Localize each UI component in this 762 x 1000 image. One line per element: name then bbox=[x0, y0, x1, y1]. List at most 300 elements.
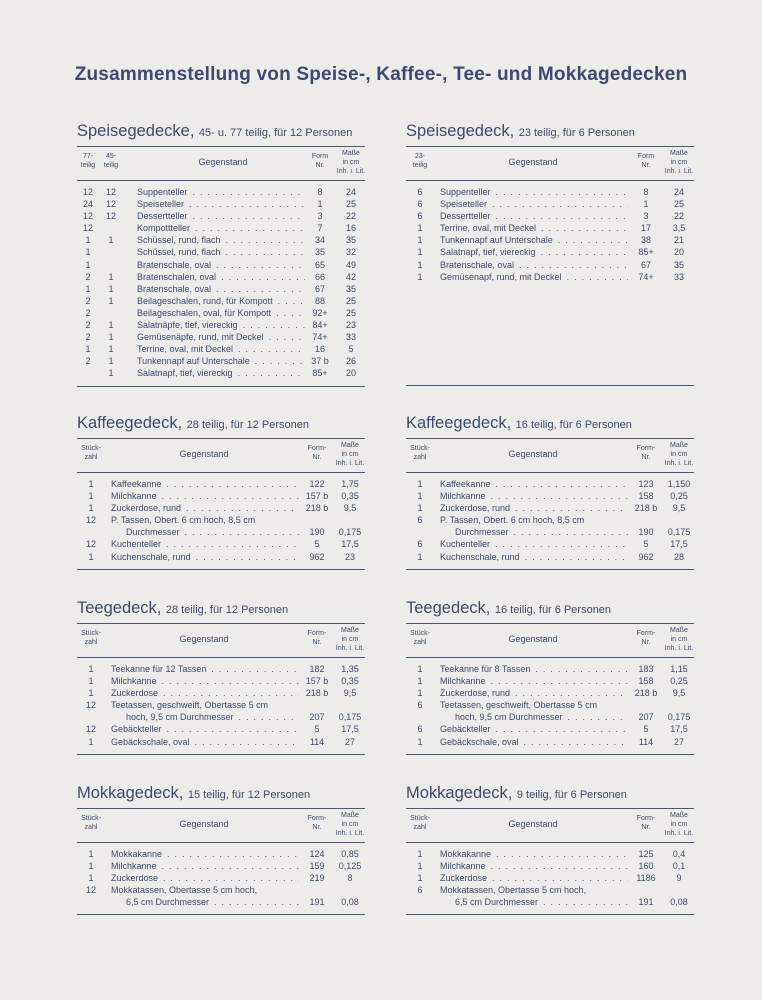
section-mokkagedeck-6 bbox=[406, 784, 694, 915]
cell-mass: 16 bbox=[345, 223, 356, 234]
cell-form-nr: 114 bbox=[309, 736, 325, 747]
cell-mass: 24 bbox=[345, 187, 356, 197]
cell-count: 1 bbox=[88, 736, 94, 747]
cell-mass: 22 bbox=[345, 211, 356, 222]
cell-form-nr: 17 bbox=[640, 223, 651, 234]
cell-count: 6 bbox=[417, 700, 423, 711]
column-header-count-45: 45- teilig bbox=[103, 153, 119, 169]
cell-item: Gebäckschale, oval . . bbox=[111, 736, 299, 748]
cell-mass: 17,5 bbox=[341, 539, 359, 550]
column-header-mass: Maße in cm Inh. i. Lit. bbox=[335, 627, 365, 652]
column-header-count: Stück- zahl bbox=[410, 445, 430, 461]
section-teegedeck-12 bbox=[77, 599, 365, 755]
cell-form-nr: 157 b bbox=[305, 676, 329, 687]
cell-item: Kuchenteller . . bbox=[440, 538, 628, 550]
section-subtitle: 9 teilig, für 6 Personen bbox=[516, 789, 627, 801]
cell-form-nr: 74+ bbox=[638, 271, 654, 282]
table-row bbox=[406, 234, 694, 246]
cell-count: 6 bbox=[417, 187, 423, 197]
table-row bbox=[406, 538, 694, 550]
cell-mass: 27 bbox=[673, 736, 684, 747]
cell-mass: 25 bbox=[345, 295, 356, 306]
cell-count: 1 bbox=[417, 861, 423, 872]
cell-form-nr: 74+ bbox=[312, 332, 328, 343]
cell-count: 1 bbox=[85, 259, 91, 270]
cell-item: Bratenschale, oval . . bbox=[137, 259, 305, 271]
cell-form-nr: 5 bbox=[314, 724, 320, 735]
section-subtitle: 16 teilig, für 6 Personen bbox=[515, 419, 632, 431]
cell-count: 2 bbox=[85, 295, 91, 306]
cell-mass: 9,5 bbox=[343, 688, 357, 699]
section-name: Mokkagedeck, bbox=[406, 784, 513, 802]
cell-count: 1 bbox=[417, 849, 423, 859]
table-row bbox=[77, 514, 365, 526]
cell-mass: 0,25 bbox=[670, 491, 688, 502]
table-row bbox=[77, 198, 365, 210]
cell-mass: 23 bbox=[345, 320, 356, 331]
cell-mass: 0,35 bbox=[341, 491, 359, 502]
cell-item: P. Tassen, Obert. 6 cm hoch, 8,5 cm bbox=[440, 515, 585, 526]
column-header-count: 23- teilig bbox=[412, 153, 428, 169]
cell-item: Kuchenteller . . bbox=[111, 538, 299, 550]
table-row bbox=[77, 355, 365, 367]
cell-item: Milchkanne . . bbox=[111, 860, 299, 872]
table-body bbox=[77, 473, 365, 570]
cell-form-nr: 65 bbox=[314, 259, 325, 270]
cell-form-nr: 35 bbox=[314, 247, 325, 258]
cell-count: 6 bbox=[417, 885, 423, 896]
cell-mass: 35 bbox=[345, 235, 356, 246]
cell-form-nr: 8 bbox=[643, 187, 649, 197]
cell-count: 24 bbox=[82, 199, 93, 210]
table-row bbox=[77, 848, 365, 860]
table-row bbox=[406, 723, 694, 735]
cell-mass: 0,4 bbox=[672, 849, 686, 859]
cell-count: 2 bbox=[85, 320, 91, 331]
cell-form-nr: 182 bbox=[309, 664, 325, 674]
column-header-item: Gegenstand bbox=[198, 157, 248, 167]
column-header-form: Form- Nr. bbox=[307, 445, 327, 461]
cell-form-nr: 66 bbox=[314, 271, 325, 282]
table-row bbox=[77, 872, 365, 884]
table-row bbox=[77, 283, 365, 295]
column-header-form: Form- Nr. bbox=[307, 630, 327, 646]
column-header-count: Stück- zahl bbox=[81, 815, 101, 831]
cell-item: Teetassen, geschweift, Obertasse 5 cm bbox=[111, 700, 269, 711]
section-teegedeck-6 bbox=[406, 599, 694, 755]
cell-form-nr: 5 bbox=[643, 724, 649, 735]
table-row bbox=[406, 736, 694, 748]
table-row bbox=[77, 551, 365, 563]
cell-count: 1 bbox=[88, 873, 94, 884]
cell-form-nr: 67 bbox=[640, 259, 651, 270]
cell-item: hoch, 9,5 cm Durchmesser . . bbox=[111, 711, 299, 723]
cell-count: 1 bbox=[417, 664, 423, 674]
cell-mass: 22 bbox=[673, 211, 684, 222]
cell-item: Gebäckschale, oval . . bbox=[440, 736, 628, 748]
table-row bbox=[77, 687, 365, 699]
column-header-count: Stück- zahl bbox=[410, 815, 430, 831]
section-subtitle: 45- u. 77 teilig, für 12 Personen bbox=[198, 127, 353, 139]
column-header-form: Form- Nr. bbox=[636, 815, 656, 831]
cell-count: 1 bbox=[88, 688, 94, 699]
cell-form-nr: 157 b bbox=[305, 491, 329, 502]
cell-form-nr: 218 b bbox=[305, 503, 329, 514]
column-header-count: Stück- zahl bbox=[81, 445, 101, 461]
column-header-count: Stück- zahl bbox=[410, 630, 430, 646]
cell-form-nr: 16 bbox=[314, 344, 325, 355]
cell-count: 6 bbox=[417, 539, 423, 550]
cell-form-nr: 183 bbox=[638, 664, 654, 674]
table-row bbox=[77, 319, 365, 331]
cell-count: 1 bbox=[417, 235, 423, 246]
section-subtitle: 23 teilig, für 6 Personen bbox=[518, 127, 635, 139]
cell-count: 1 bbox=[85, 235, 91, 246]
section-name: Kaffeegedeck, bbox=[406, 414, 512, 432]
cell-item: Suppenteller . . bbox=[440, 186, 628, 198]
cell-count: 6 bbox=[417, 199, 423, 210]
table-row bbox=[77, 222, 365, 234]
cell-count: 1 bbox=[85, 344, 91, 355]
cell-item: Bratenschalen, oval . . bbox=[137, 271, 305, 283]
cell-form-nr: 962 bbox=[638, 551, 654, 562]
table-row bbox=[406, 502, 694, 514]
table-row bbox=[406, 711, 694, 723]
cell-count: 12 bbox=[85, 885, 96, 896]
table-row bbox=[77, 736, 365, 748]
cell-form-nr: 219 bbox=[309, 873, 325, 884]
table-row bbox=[406, 872, 694, 884]
cell-mass: 20 bbox=[673, 247, 684, 258]
table-body bbox=[406, 473, 694, 570]
section-heading bbox=[406, 599, 694, 619]
cell-mass: 21 bbox=[673, 235, 684, 246]
cell-form-nr: 160 bbox=[638, 861, 654, 872]
cell-item: Dessertteller . . bbox=[440, 210, 628, 222]
table-row bbox=[406, 848, 694, 860]
table-row bbox=[77, 699, 365, 711]
cell-item: Beilageschalen, rund, für Kompott . . bbox=[137, 295, 305, 307]
column-header-item: Gegenstand bbox=[179, 449, 229, 459]
table-row bbox=[406, 514, 694, 526]
cell-count: 1 bbox=[88, 491, 94, 502]
column-header-item: Gegenstand bbox=[179, 819, 229, 829]
table-row bbox=[406, 860, 694, 872]
cell-mass: 25 bbox=[345, 199, 356, 210]
table-row bbox=[406, 884, 694, 896]
cell-form-nr: 190 bbox=[638, 527, 654, 538]
table-body bbox=[77, 843, 365, 915]
table-row bbox=[77, 502, 365, 514]
cell-count: 1 bbox=[417, 271, 423, 282]
cell-item: Teetassen, geschweift, Obertasse 5 cm bbox=[440, 700, 598, 711]
cell-mass: 0,1 bbox=[672, 861, 686, 872]
cell-mass: 35 bbox=[345, 283, 356, 294]
cell-count: 1 bbox=[417, 479, 423, 489]
table-header bbox=[77, 808, 365, 843]
cell-item: Speiseteller . . bbox=[440, 198, 628, 210]
cell-count-45: 1 bbox=[108, 283, 114, 294]
cell-mass: 1,15 bbox=[670, 664, 688, 674]
cell-item: Gemüsenapf, rund, mit Deckel . . bbox=[440, 271, 628, 283]
section-name: Teegedeck, bbox=[406, 599, 491, 617]
section-mokkagedeck-12 bbox=[77, 784, 365, 915]
cell-mass: 25 bbox=[345, 307, 356, 318]
table-row bbox=[77, 186, 365, 198]
cell-mass: 0,175 bbox=[338, 527, 362, 538]
column-header-form: Form Nr. bbox=[637, 153, 655, 169]
page-title: Zusammenstellung von Speise-, Kaffee-, Tee- und Mokkagedecken bbox=[74, 64, 688, 85]
cell-form-nr: 190 bbox=[309, 527, 325, 538]
table-row bbox=[406, 490, 694, 502]
cell-count: 2 bbox=[85, 271, 91, 282]
cell-mass: 28 bbox=[673, 551, 684, 562]
cell-count-45: 1 bbox=[108, 332, 114, 343]
section-subtitle: 28 teilig, für 12 Personen bbox=[186, 419, 309, 431]
section-name: Teegedeck, bbox=[77, 599, 162, 617]
section-subtitle: 15 teilig, für 12 Personen bbox=[187, 789, 311, 801]
cell-form-nr: 125 bbox=[638, 849, 654, 859]
cell-count: 1 bbox=[85, 247, 91, 258]
section-heading bbox=[406, 414, 694, 434]
section-kaffeegedeck-6 bbox=[406, 414, 694, 570]
cell-mass: 20 bbox=[345, 368, 356, 379]
cell-mass: 32 bbox=[345, 247, 356, 258]
column-header-form: Form- Nr. bbox=[636, 630, 656, 646]
cell-item: Milchkanne . . bbox=[440, 490, 628, 502]
cell-item: Dessertteller . . bbox=[137, 210, 305, 222]
table-row bbox=[77, 331, 365, 343]
cell-mass: 33 bbox=[673, 271, 684, 282]
table-row bbox=[406, 663, 694, 675]
cell-count: 1 bbox=[417, 551, 423, 562]
cell-count: 6 bbox=[417, 724, 423, 735]
cell-item: Zuckerdose . . bbox=[111, 872, 299, 884]
cell-item: Schüssel, rund, flach . . bbox=[137, 246, 305, 258]
cell-item: Kuchenschale, rund . . bbox=[111, 551, 299, 563]
cell-item: Milchkanne . . bbox=[111, 490, 299, 502]
cell-count: 1 bbox=[88, 664, 94, 674]
cell-count-45: 1 bbox=[108, 271, 114, 282]
section-heading bbox=[406, 122, 694, 142]
cell-mass: 0,35 bbox=[341, 676, 359, 687]
column-header-mass: Maße in cm Inh. i. Lit. bbox=[335, 442, 365, 467]
cell-count: 12 bbox=[85, 515, 96, 526]
cell-mass: 9 bbox=[676, 873, 682, 884]
column-header-mass: Maße in cm Inh. i. Lit. bbox=[664, 627, 694, 652]
cell-item: Terrine, oval, mit Deckel . . bbox=[440, 222, 628, 234]
section-name: Speisegedeck, bbox=[406, 122, 515, 140]
cell-form-nr: 88 bbox=[314, 295, 325, 306]
column-header-item: Gegenstand bbox=[508, 634, 558, 644]
cell-mass: 9,5 bbox=[672, 688, 686, 699]
cell-item: P. Tassen, Obert. 6 cm hoch, 8,5 cm bbox=[111, 515, 256, 526]
cell-mass: 5 bbox=[348, 344, 354, 355]
cell-count-45: 1 bbox=[108, 295, 114, 306]
table-row bbox=[77, 210, 365, 222]
cell-count-45: 1 bbox=[108, 344, 114, 355]
cell-item: Zuckerdose, rund . . bbox=[111, 502, 299, 514]
cell-form-nr: 158 bbox=[638, 676, 654, 687]
table-body bbox=[77, 658, 365, 755]
cell-form-nr: 124 bbox=[309, 849, 325, 859]
column-header-item: Gegenstand bbox=[508, 157, 558, 167]
column-header-mass: Maße in cm Inh. i. Lit. bbox=[335, 812, 365, 837]
cell-item: Milchkanne . . bbox=[440, 860, 628, 872]
cell-item: Mokkakanne . . bbox=[111, 848, 299, 860]
column-header-count: 77- teilig bbox=[80, 153, 96, 169]
column-header-item: Gegenstand bbox=[179, 634, 229, 644]
cell-mass: 35 bbox=[673, 259, 684, 270]
table-row bbox=[77, 478, 365, 490]
cell-item: Beilageschalen, oval, für Kompott . . bbox=[137, 307, 305, 319]
cell-mass: 27 bbox=[344, 736, 355, 747]
table-header bbox=[406, 623, 694, 658]
cell-form-nr: 85+ bbox=[312, 368, 328, 379]
cell-count: 12 bbox=[85, 539, 96, 550]
section-name: Mokkagedeck, bbox=[77, 784, 184, 802]
cell-mass: 0,25 bbox=[670, 676, 688, 687]
cell-count: 1 bbox=[417, 688, 423, 699]
table-row bbox=[77, 490, 365, 502]
section-name: Kaffeegedeck, bbox=[77, 414, 183, 432]
cell-item: Tunkennapf auf Unterschale . . bbox=[137, 355, 305, 367]
cell-form-nr: 191 bbox=[309, 897, 325, 908]
cell-form-nr: 37 b bbox=[311, 356, 329, 367]
section-heading bbox=[77, 414, 365, 434]
column-header-item: Gegenstand bbox=[508, 449, 558, 459]
table-row bbox=[77, 896, 365, 908]
table-row bbox=[406, 551, 694, 563]
cell-count: 2 bbox=[85, 332, 91, 343]
section-heading bbox=[77, 784, 365, 804]
cell-count: 1 bbox=[417, 247, 423, 258]
cell-item: Zuckerdose . . bbox=[440, 872, 628, 884]
table-row bbox=[406, 210, 694, 222]
cell-mass: 0,175 bbox=[338, 712, 362, 723]
table-row bbox=[77, 711, 365, 723]
section-heading bbox=[406, 784, 694, 804]
cell-form-nr: 123 bbox=[638, 479, 654, 489]
cell-item: Zuckerdose, rund . . bbox=[440, 687, 628, 699]
table-row bbox=[77, 307, 365, 319]
cell-mass: 33 bbox=[345, 332, 356, 343]
cell-form-nr: 38 bbox=[640, 235, 651, 246]
cell-count: 1 bbox=[417, 736, 423, 747]
cell-mass: 1,35 bbox=[341, 664, 359, 674]
cell-count: 1 bbox=[88, 551, 94, 562]
cell-item: Gebäckteller . . bbox=[440, 723, 628, 735]
cell-item: Gemüsenäpfe, rund, mit Deckel . . bbox=[137, 331, 305, 343]
table-row bbox=[77, 723, 365, 735]
cell-form-nr: 218 b bbox=[305, 688, 329, 699]
column-header-mass: Maße in cm Inh. i. Lit. bbox=[664, 812, 694, 837]
cell-item: Mokkakanne . . bbox=[440, 848, 628, 860]
cell-mass: 17,5 bbox=[341, 724, 359, 735]
table-body bbox=[406, 658, 694, 755]
table-header bbox=[77, 623, 365, 658]
cell-count: 1 bbox=[417, 491, 423, 502]
cell-count: 12 bbox=[82, 211, 93, 222]
cell-count-45: 12 bbox=[105, 211, 116, 222]
cell-item: Mokkatassen, Obertasse 5 cm hoch, bbox=[111, 885, 258, 896]
column-header-form: Form- Nr. bbox=[307, 815, 327, 831]
table-row bbox=[406, 896, 694, 908]
table-row bbox=[77, 663, 365, 675]
column-header-mass: Maße in cm Inh. i. Lit. bbox=[664, 150, 694, 175]
section-name: Speisegedecke, bbox=[77, 122, 195, 140]
cell-count: 1 bbox=[88, 479, 94, 489]
cell-form-nr: 84+ bbox=[312, 320, 328, 331]
cell-count: 1 bbox=[88, 503, 94, 514]
section-speisegedeck-6 bbox=[406, 122, 694, 386]
table-row bbox=[406, 526, 694, 538]
cell-form-nr: 67 bbox=[314, 283, 325, 294]
cell-item: Kuchenschale, rund . . bbox=[440, 551, 628, 563]
cell-mass: 0,08 bbox=[670, 897, 688, 908]
cell-form-nr: 7 bbox=[317, 223, 323, 234]
section-subtitle: 28 teilig, für 12 Personen bbox=[165, 604, 289, 616]
cell-form-nr: 207 bbox=[638, 712, 654, 723]
cell-item: Mokkatassen, Obertasse 5 cm hoch, bbox=[440, 885, 587, 896]
cell-form-nr: 85+ bbox=[638, 247, 654, 258]
table-row bbox=[406, 675, 694, 687]
cell-form-nr: 122 bbox=[309, 479, 325, 489]
cell-item: Zuckerdose . . bbox=[111, 687, 299, 699]
cell-form-nr: 1186 bbox=[636, 873, 656, 884]
table-row bbox=[406, 687, 694, 699]
cell-count: 1 bbox=[417, 503, 423, 514]
cell-item: Milchkanne . . bbox=[111, 675, 299, 687]
cell-item: Tunkennapf auf Unterschale . . bbox=[440, 234, 628, 246]
cell-form-nr: 191 bbox=[638, 897, 654, 908]
cell-count: 1 bbox=[417, 223, 423, 234]
section-subtitle: 16 teilig, für 6 Personen bbox=[494, 604, 612, 616]
cell-count: 1 bbox=[88, 676, 94, 687]
cell-item: Kaffeekanne . . bbox=[111, 478, 299, 490]
section-heading bbox=[77, 122, 365, 142]
cell-mass: 0,125 bbox=[338, 861, 362, 872]
cell-form-nr: 218 b bbox=[634, 688, 658, 699]
table-row bbox=[406, 198, 694, 210]
cell-form-nr: 1 bbox=[317, 199, 323, 210]
column-header-form: Form- Nr. bbox=[636, 445, 656, 461]
cell-item: Kaffeekanne . . bbox=[440, 478, 628, 490]
table-header bbox=[406, 808, 694, 843]
table-row bbox=[77, 860, 365, 872]
cell-item: Gebäckteller . . bbox=[111, 723, 299, 735]
cell-item: Teekanne für 8 Tassen . . bbox=[440, 663, 628, 675]
column-header-mass: Maße in cm Inh. i. Lit. bbox=[336, 150, 366, 175]
cell-mass: 23 bbox=[344, 551, 355, 562]
table-row bbox=[77, 675, 365, 687]
cell-count: 12 bbox=[82, 223, 93, 234]
cell-mass: 0,08 bbox=[341, 897, 359, 908]
table-row bbox=[77, 343, 365, 355]
cell-count-45: 1 bbox=[108, 235, 114, 246]
column-header-item: Gegenstand bbox=[508, 819, 558, 829]
cell-mass: 9,5 bbox=[672, 503, 686, 514]
cell-mass: 1,150 bbox=[667, 479, 691, 489]
cell-form-nr: 3 bbox=[643, 211, 649, 222]
cell-mass: 8 bbox=[347, 873, 353, 884]
table-header bbox=[77, 438, 365, 473]
table-body bbox=[77, 181, 365, 387]
cell-mass: 1,75 bbox=[341, 479, 359, 489]
table-row bbox=[77, 538, 365, 550]
cell-count: 2 bbox=[85, 307, 91, 318]
table-header bbox=[406, 438, 694, 473]
